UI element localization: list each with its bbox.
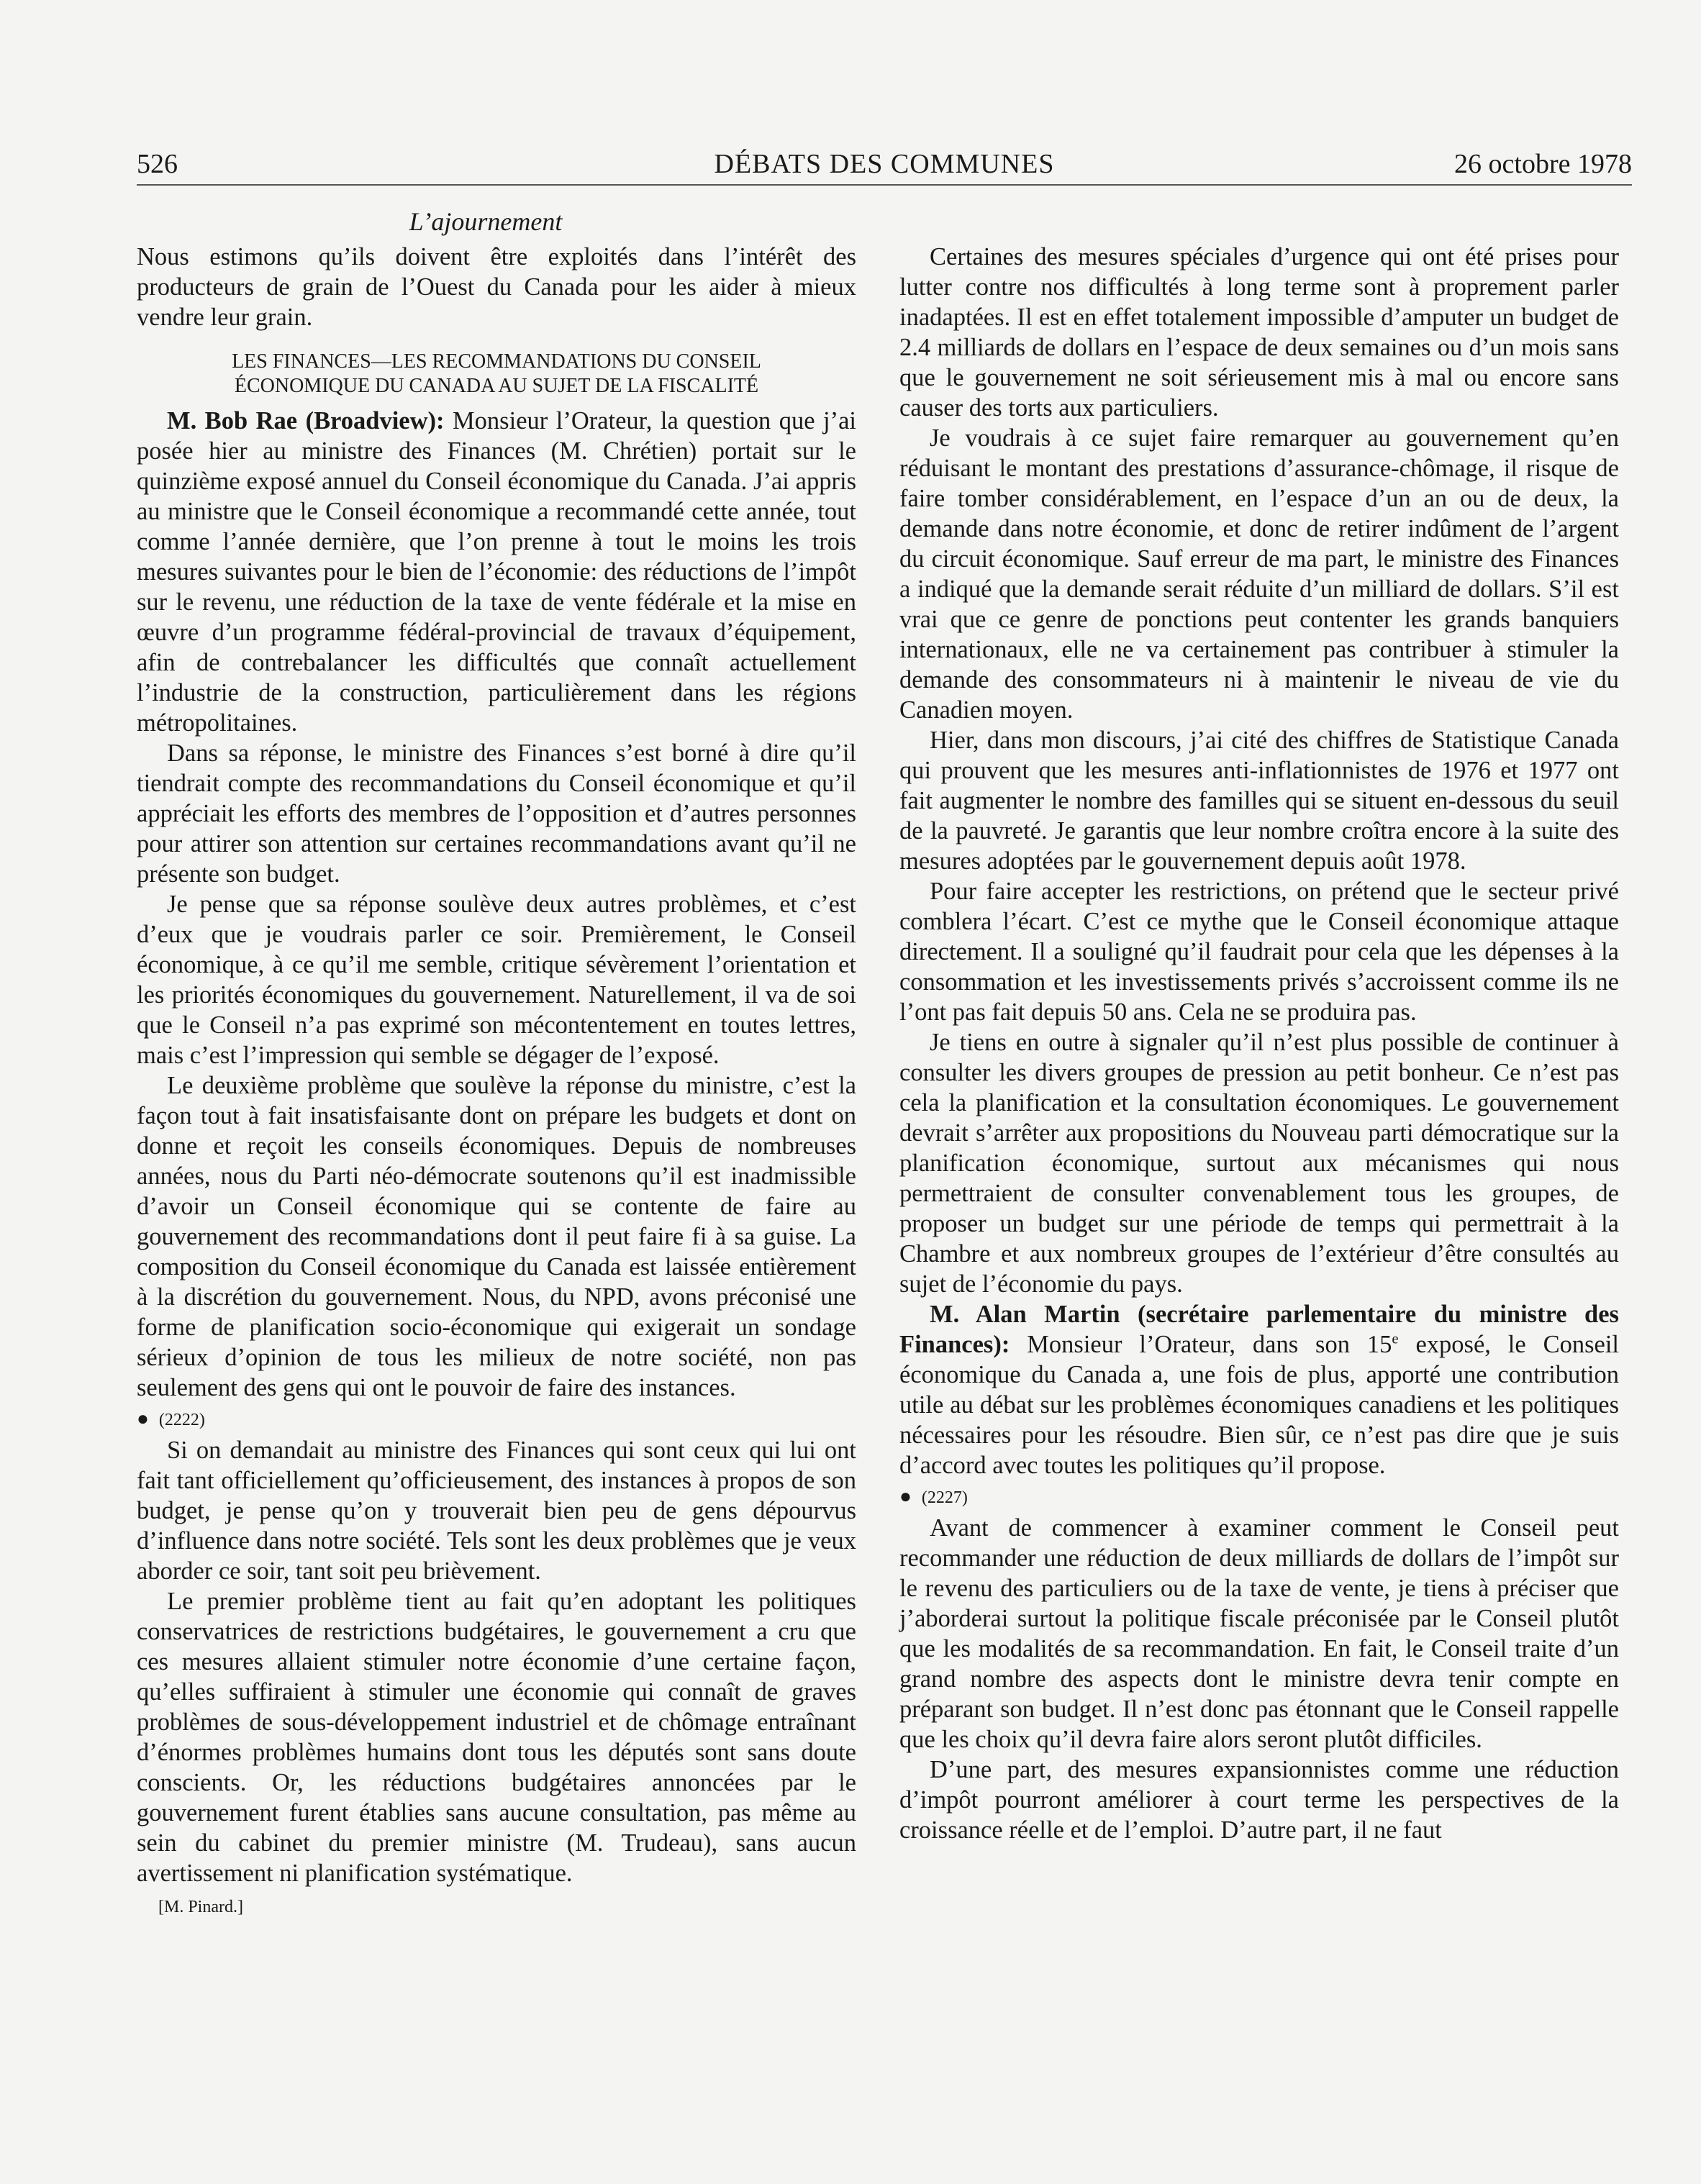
paragraph: Je voudrais à ce sujet faire remarquer au gouvernement qu’en réduisant le montant des prestations d’assurance-chômage, il risque de faire tomber considérablement, en l’espace d’un an ou de deux, la demande dans notre économie, et donc de retirer indûment de l’argent du circuit économique. Sauf erreur de ma part, le ministre des Finances a indiqué que la demande serait réduite d’un milliard de dollars. S’il est vrai que ce genre de ponctions peut contenter les grands banquiers internationaux, elle ne va certainement pas contribuer à stimuler la demande des consommateurs ni à maintenir le niveau de vie du Canadien moyen. bbox=[899, 424, 1619, 724]
paragraph: Dans sa réponse, le ministre des Finances s’est borné à dire qu’il tiendrait compte des recommandations du Conseil économique et qu’il appréciait les efforts des membres de l’opposition et d’autres personnes pour attirer son attention sur certaines recommandations avant qu’il ne présente son budget. bbox=[137, 740, 856, 888]
bullet-icon: ● bbox=[137, 1408, 149, 1430]
heading-line: ÉCONOMIQUE DU CANADA AU SUJET DE LA FISCALITÉ bbox=[234, 375, 759, 397]
paragraph: Avant de commencer à examiner comment le Conseil peut recommander une réduction de deux milliards de dollars de l’impôt sur le revenu des particuliers ou de la taxe de vente, je tiens à préciser que j’aborderai surtout la politique fiscale préconisée par le Conseil plutôt que les modalités de sa recommandation. En fait, le Conseil traite d’un grand nombre des aspects dont le ministre devra tenir compte en préparant son budget. Il n’est donc pas étonnant que le Conseil rappelle que les choix qu’il devra faire alors seront plutôt difficiles. bbox=[899, 1514, 1619, 1753]
paragraph: Je pense que sa réponse soulève deux autres problèmes, et c’est d’eux que je voudrais parler ce soir. Premièrement, le Conseil économique, à ce qu’il me semble, critique sévèrement l’orientation et les priorités économiques du gouvernement. Naturellement, il va de soi que le Conseil n’a pas exprimé son mécontentement en toutes lettres, mais c’est l’impression qui semble se dégager de l’exposé. bbox=[137, 891, 856, 1069]
paragraph: D’une part, des mesures expansionnistes comme une réduction d’impôt pourront améliorer à court terme les perspectives de la croissance réelle et de l’emploi. D’autre part, il ne faut bbox=[899, 1756, 1619, 1844]
speaker-name: M. Alan Martin (secrétaire parlementaire du ministre des Finances): bbox=[899, 1301, 1619, 1358]
left-column bbox=[137, 242, 856, 1919]
time-marker bbox=[899, 1486, 1619, 1509]
page-date: 26 octobre 1978 bbox=[1454, 149, 1632, 179]
time-marker-text: (2227) bbox=[921, 1488, 968, 1507]
speaker-name: M. Bob Rae (Broadview): bbox=[167, 407, 445, 434]
paragraph: Certaines des mesures spéciales d’urgence qui ont été prises pour lutter contre nos difficultés à long terme sont à proprement parler inadaptées. Il est en effet totalement impossible d’amputer un budget de 2.4 milliards de dollars en l’espace de deux semaines ou d’un mois sans que le gouvernement ne soit sérieusement mis à mal ou encore sans causer des torts aux particuliers. bbox=[899, 243, 1619, 422]
paragraph: Le deuxième problème que soulève la réponse du ministre, c’est la façon tout à fait insatisfaisante dont on prépare les budgets et dont on donne et reçoit les conseils économiques. Depuis de nombreuses années, nous du Parti néo-démocrate soutenons qu’il est inadmissible d’avoir un Conseil économique qui se contente de faire au gouvernement des recommandations dont il peut faire fi à sa guise. La composition du Conseil économique du Canada est laissée entièrement à la discrétion du gouvernement. Nous, du NPD, avons préconisé une forme de planification socio-économique qui exigerait un sondage sérieux d’opinion de tous les milieux de notre société, non pas seulement des gens qui ont le pouvoir de faire des instances. bbox=[137, 1072, 856, 1401]
paragraph: Le premier problème tient au fait qu’en adoptant les politiques conservatrices de restrictions budgétaires, le gouvernement a cru que ces mesures allaient stimuler notre économie d’une certaine façon, qu’elles suffiraient à stimuler une économie qui connaît de graves problèmes de sous-développement industriel et de chômage entraînant d’énormes problèmes humains dont tous les députés sont sans doute conscients. Or, les réductions budgétaires annoncées par le gouvernement furent établies sans aucune consultation, pas même au sein du cabinet du premier ministre (M. Trudeau), sans aucun avertissement ni planification systématique. bbox=[137, 1588, 856, 1887]
paragraph bbox=[137, 406, 856, 738]
speech-text: exposé, le Conseil économique du Canada a, une fois de plus, apporté une contribution utile au débat sur les problèmes économiques canadiens et les politiques nécessaires pour les résoudre. Bien sûr, ce n’est pas dire que je suis d’accord avec toutes les politiques qu’il propose. bbox=[899, 1331, 1619, 1479]
header-rule bbox=[137, 184, 1632, 186]
paragraph bbox=[899, 1299, 1619, 1480]
heading-line: LES FINANCES—LES RECOMMANDATIONS DU CONSEIL bbox=[232, 350, 761, 373]
subject-heading bbox=[137, 350, 856, 399]
time-marker bbox=[137, 1409, 856, 1431]
paragraph: Pour faire accepter les restrictions, on prétend que le secteur privé comblera l’écart. C’est ce mythe que le Conseil économique attaque directement. Il a souligné qu’il faudrait pour cela que les dépenses à la consommation et les investissements privés s’accroissent comme ils ne l’ont pas fait depuis 50 ans. Cela ne se produira pas. bbox=[899, 878, 1619, 1026]
bullet-icon: ● bbox=[899, 1485, 912, 1508]
paragraph: Hier, dans mon discours, j’ai cité des chiffres de Statistique Canada qui prouvent que les mesures anti-inflationnistes de 1976 et 1977 ont fait augmenter le nombre des familles qui se situent en-dessous du seuil de la pauvreté. Je garantis que leur nombre croîtra encore à la suite des mesures adoptées par le gouvernement depuis août 1978. bbox=[899, 727, 1619, 875]
right-column bbox=[899, 242, 1619, 1845]
running-title: DÉBATS DES COMMUNES bbox=[714, 149, 1055, 179]
paragraph: Si on demandait au ministre des Finances qui sont ceux qui lui ont fait tant officiellement qu’officieusement, des instances à propos de son budget, je pense qu’on y trouverait bien peu de gens dépourvus d’influence dans notre société. Tels sont les deux problèmes que je veux aborder ce soir, tant soit peu brièvement. bbox=[137, 1437, 856, 1585]
section-title: L’ajournement bbox=[409, 207, 563, 236]
superscript: e bbox=[1392, 1331, 1399, 1347]
paragraph: Je tiens en outre à signaler qu’il n’est plus possible de continuer à consulter les divers groupes de pression au petit bonheur. Ce n’est pas cela la planification et la consultation économiques. Le gouvernement devrait s’arrêter aux propositions du Nouveau parti démocratique sur la planification économique, surtout aux mécanismes qui nous permettraient de consulter convenablement tous les groupes, de proposer un budget sur une période de temps qui permettrait à la Chambre et aux nombreux groupes de l’extérieur d’être consultés au sujet de l’économie du pays. bbox=[899, 1029, 1619, 1298]
speech-text: Monsieur l’Orateur, la question que j’ai posée hier au ministre des Finances (M. Chrétien) portait sur le quinzième exposé annuel du Conseil économique du Canada. J’ai appris au ministre que le Conseil économique a recommandé cette année, tout comme l’année dernière, que l’on prenne à tout le moins les trois mesures suivantes pour le bien de l’économie: des réductions de l’impôt sur le revenu, une réduction de la taxe de vente fédérale et la mise en œuvre d’un programme fédéral-provincial de travaux d’équipement, afin de contrebalancer les difficultés que connaît actuellement l’industrie de la construction, particulièrement dans les régions métropolitaines. bbox=[137, 407, 856, 737]
page-header bbox=[137, 144, 1632, 187]
attribution: [M. Pinard.] bbox=[158, 1898, 243, 1916]
time-marker-text: (2222) bbox=[158, 1411, 205, 1429]
page-number: 526 bbox=[137, 149, 178, 179]
paragraph: Nous estimons qu’ils doivent être exploités dans l’intérêt des producteurs de grain de l’Ouest du Canada pour les aider à mieux vendre leur grain. bbox=[137, 243, 856, 331]
speech-text: Monsieur l’Orateur, dans son 15 bbox=[1010, 1331, 1392, 1358]
